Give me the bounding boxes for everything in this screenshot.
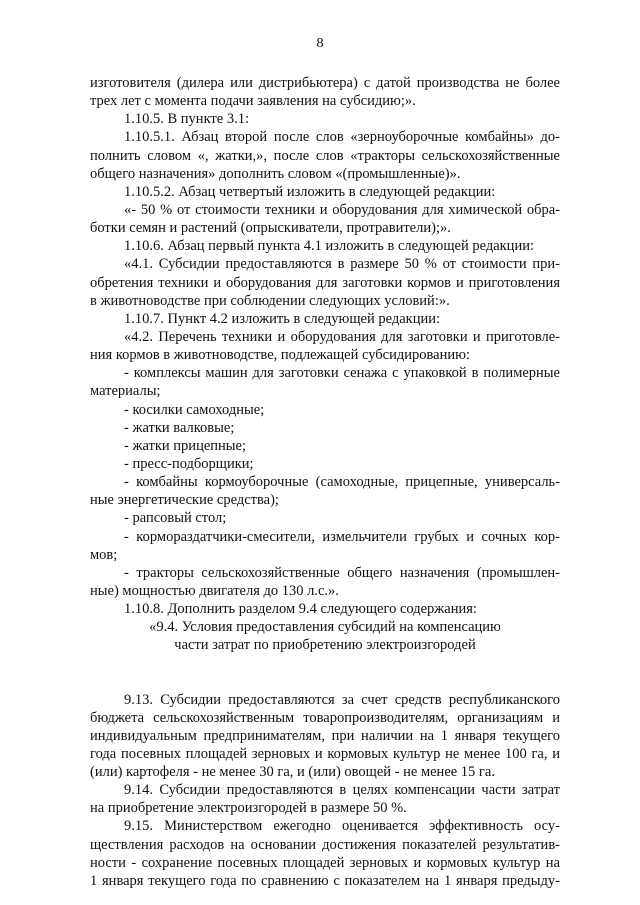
text-line: 1.10.5.1. Абзац второй после слов «зерноуборочные комбайны» до- bbox=[124, 129, 560, 146]
text-line: изготовителя (дилера или дистрибьютера) с датой производства не более bbox=[90, 75, 560, 91]
text-line: полнить словом «, жатки,», после слов «тракторы сельскохозяйственные bbox=[90, 147, 560, 164]
text-line: - пресс-подборщики; bbox=[124, 455, 254, 472]
text-line: ния кормов в животноводстве, подлежащей субсидированию: bbox=[90, 347, 470, 364]
text-line: - жатки прицепные; bbox=[124, 437, 246, 454]
text-line: - рапсовый стол; bbox=[124, 510, 227, 527]
text-line: обретения техники и оборудования для заготовки кормов и приготовления bbox=[90, 274, 560, 291]
text-line: ботки семян и растений (опрыскиватели, протравители);». bbox=[90, 220, 451, 237]
text-line: «4.2. Перечень техники и оборудования для заготовки и приготовле- bbox=[124, 328, 560, 345]
text-block-before-heading bbox=[90, 74, 560, 618]
text-line: 1.10.5.2. Абзац четвертый изложить в следующей редакции: bbox=[124, 183, 496, 200]
text-line: - жатки валковые; bbox=[124, 419, 235, 436]
text-line: «4.1. Субсидии предоставляются в размере 50 % от стоимости при- bbox=[124, 256, 560, 273]
text-line: 9.14. Субсидии предоставляются в целях компенсации части затрат bbox=[124, 782, 560, 799]
text-line: мов; bbox=[90, 546, 118, 563]
text-block-after-heading bbox=[90, 691, 560, 891]
text-line: ности - сохранение посевных площадей зерновых и кормовых культур на bbox=[90, 854, 560, 871]
text-line: ные энергетические средства); bbox=[90, 492, 279, 509]
text-line: - тракторы сельскохозяйственные общего назначения (промышлен- bbox=[124, 564, 560, 581]
text-line: - комплексы машин для заготовки сенажа с упаковкой в полимерные bbox=[124, 365, 560, 382]
text-line: «- 50 % от стоимости техники и оборудования для химической обра- bbox=[124, 201, 560, 218]
paragraph-gap bbox=[90, 655, 560, 691]
text-line: 1.10.5. В пункте 3.1: bbox=[124, 111, 249, 128]
text-line: 1.10.7. Пункт 4.2 изложить в следующей редакции: bbox=[124, 310, 441, 327]
text-line: ществления расходов на основании достижения показателей результатив- bbox=[90, 836, 560, 853]
text-line: 9.13. Субсидии предоставляются за счет средств республиканского bbox=[124, 691, 560, 708]
text-line: бюджета сельскохозяйственным товаропроизводителям, организациям и bbox=[90, 709, 560, 726]
text-line: трех лет с момента подачи заявления на субсидию;». bbox=[90, 93, 416, 110]
text-line: (или) картофеля - не менее 30 га, и (или) овощей - не менее 15 га. bbox=[90, 764, 495, 781]
text-line: 1.10.8. Дополнить разделом 9.4 следующего содержания: bbox=[124, 601, 477, 618]
text-line: индивидуальным предпринимателям, при наличии на 1 января текущего bbox=[90, 727, 560, 744]
page-number: 8 bbox=[316, 36, 324, 51]
text-line: года посевных площадей зерновых и кормовых культур не менее 100 га, и bbox=[90, 745, 560, 762]
text-line: в животноводстве при соблюдении следующих условий:». bbox=[90, 292, 450, 309]
text-line: - комбайны кормоуборочные (самоходные, прицепные, универсаль- bbox=[124, 474, 560, 491]
text-line: общего назначения» дополнить словом «(промышленные)». bbox=[90, 165, 461, 182]
section-heading-line-1: «9.4. Условия предоставления субсидий на компенсацию bbox=[149, 619, 501, 636]
text-line: ные) мощностью двигателя до 130 л.с.». bbox=[90, 582, 339, 599]
text-line: материалы; bbox=[90, 383, 161, 400]
text-line: 1 января текущего года по сравнению с показателем на 1 января предыду- bbox=[90, 872, 560, 889]
section-heading-line-2: части затрат по приобретению электроизгородей bbox=[174, 637, 476, 654]
text-line: - кормораздатчики-смесители, измельчители грубых и сочных кор- bbox=[124, 528, 560, 545]
text-line: на приобретение электроизгородей в размере 50 %. bbox=[90, 800, 407, 817]
text-line: 1.10.6. Абзац первый пункта 4.1 изложить в следующей редакции: bbox=[124, 238, 534, 255]
document-body bbox=[90, 74, 560, 890]
text-line: - косилки самоходные; bbox=[124, 401, 265, 418]
text-line: 9.15. Министерством ежегодно оценивается эффективность осу- bbox=[124, 818, 560, 835]
